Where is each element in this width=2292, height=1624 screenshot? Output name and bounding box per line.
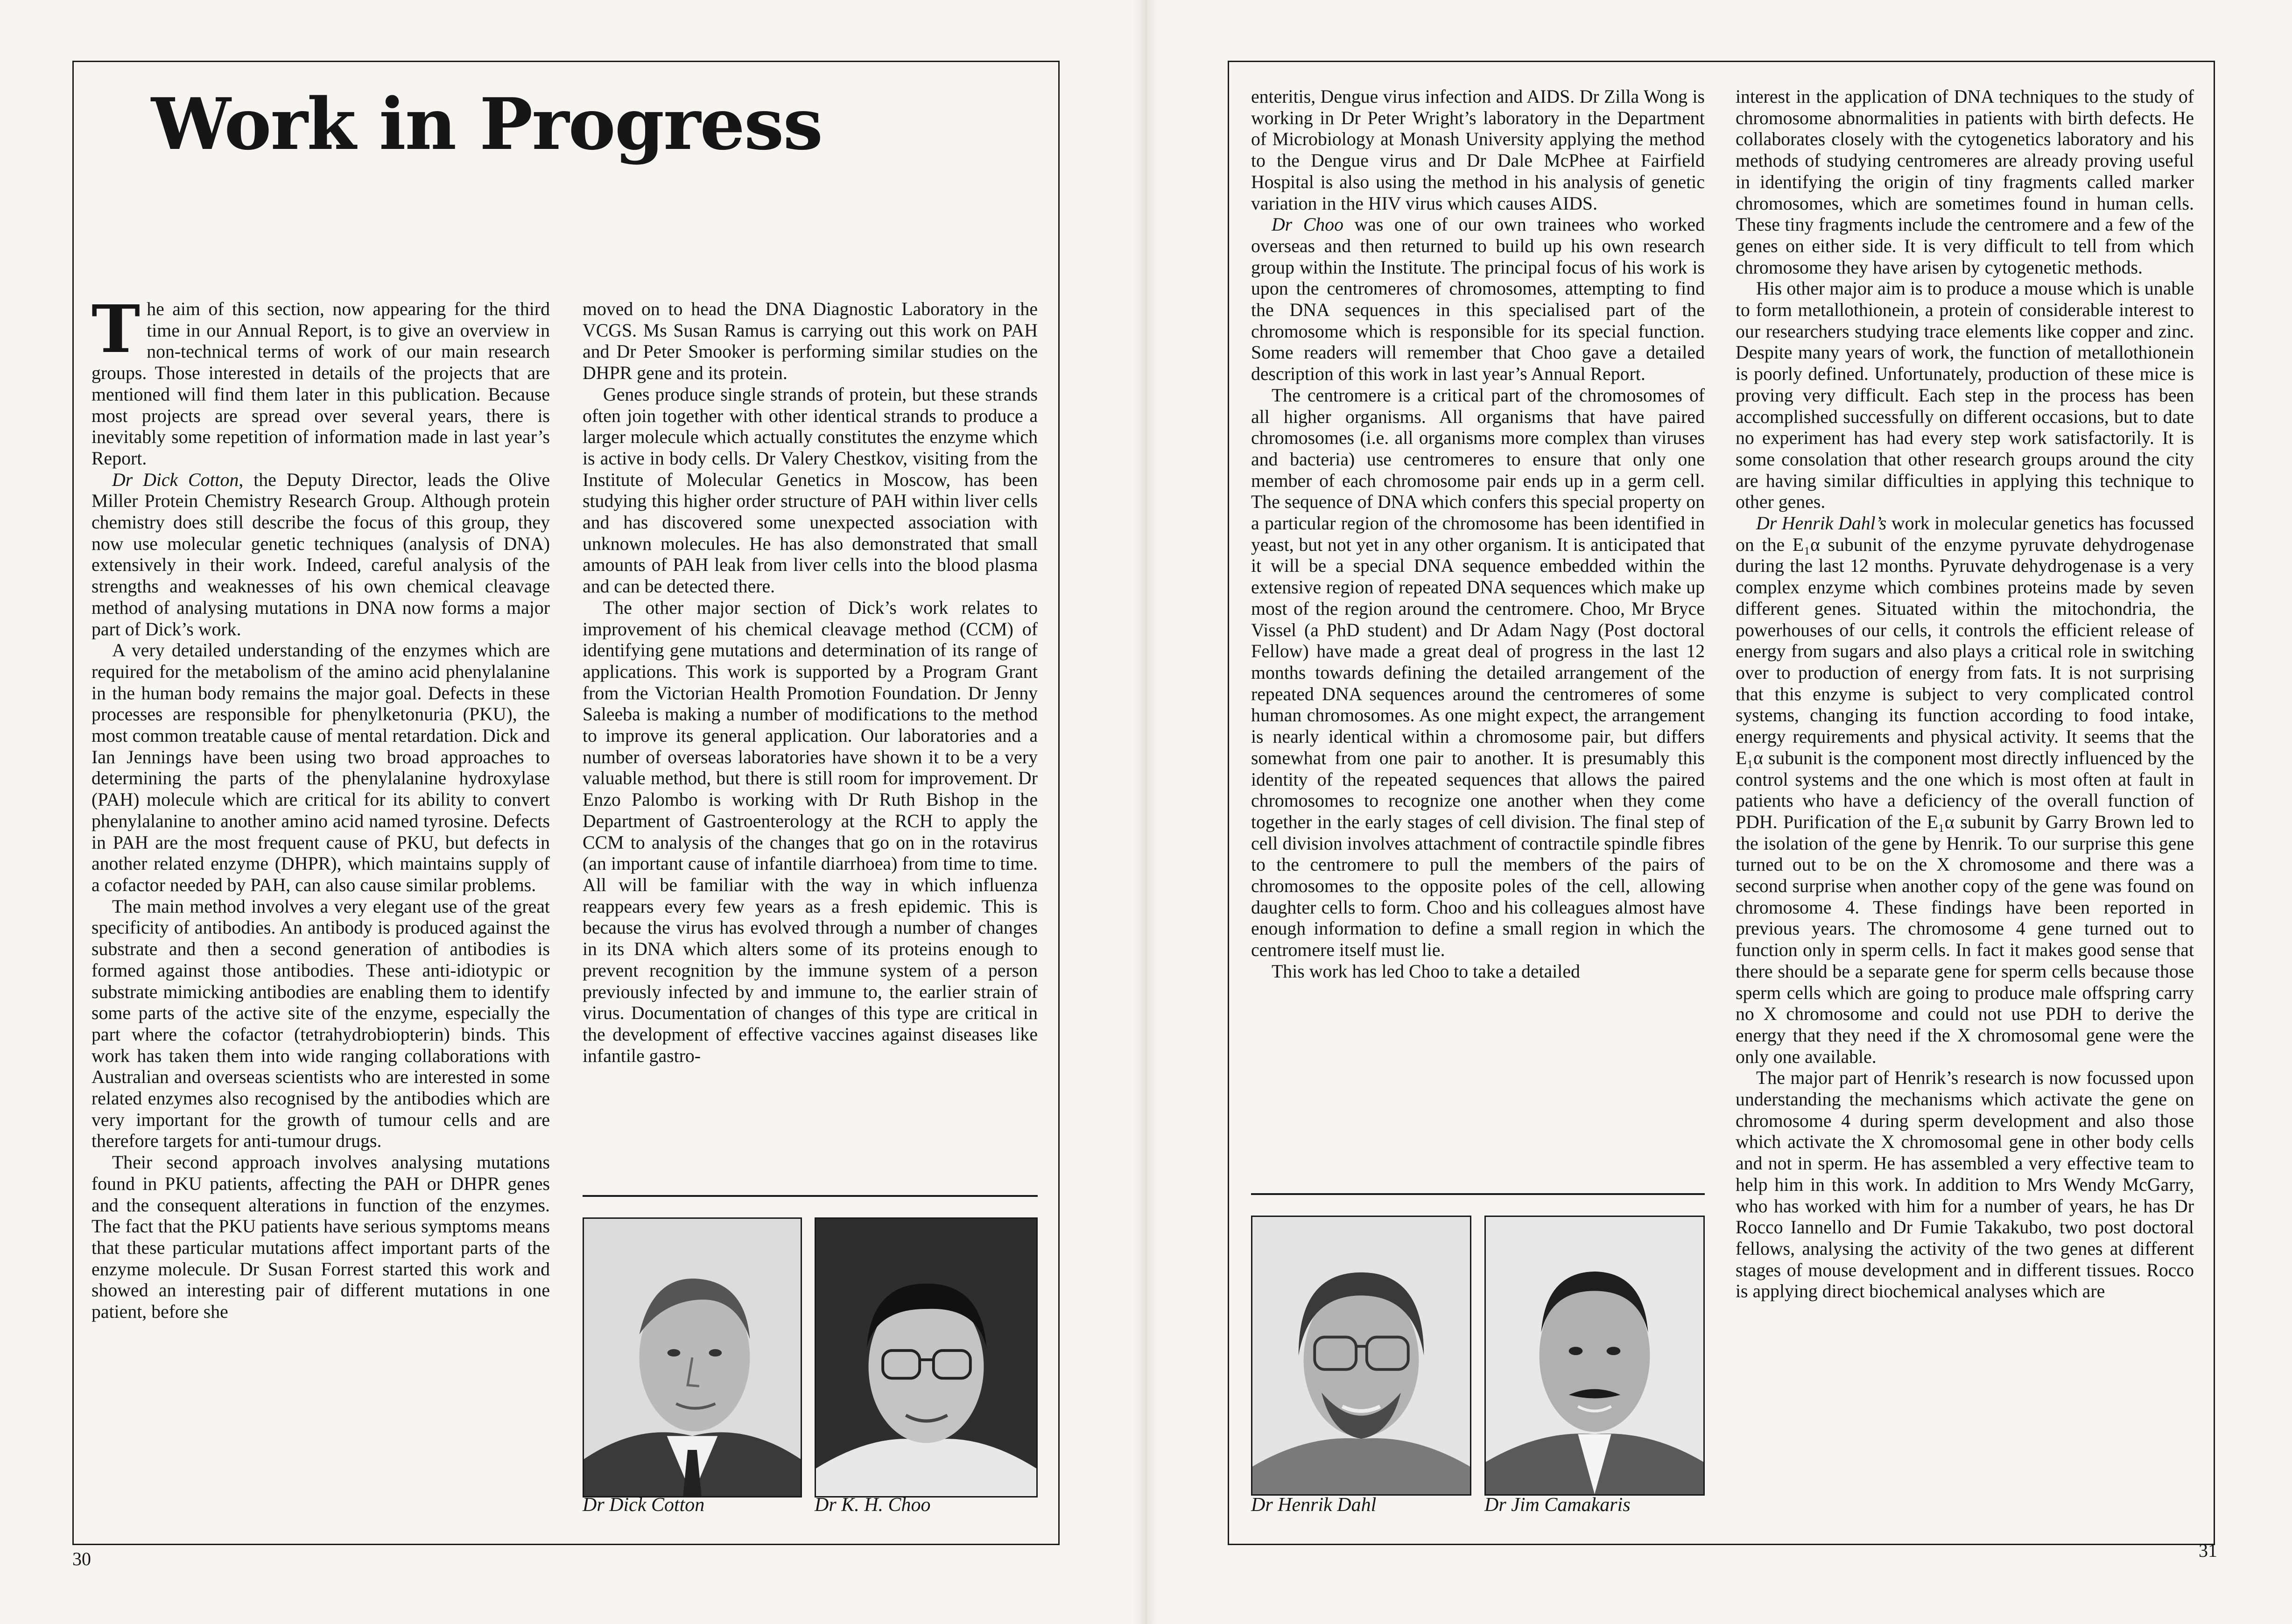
body-paragraph: Genes produce single strands of protein, but these strands often join together with other identical strands to produce a larger molecule which actually constitutes the enzyme which is active in body cells. Dr Valery Chestkov, visiting from the Institute of Molecular Genetics in Moscow, has been studying this higher order structure of PAH within liver cells and has discovered some unexpected association with unknown molecules. He has also demonstrated that small amounts of PAH leak from liver cells into the blood plasma and can be detected there.	[583, 384, 1038, 597]
person-name: Dr Dick Cotton	[112, 469, 239, 490]
caption-kh-choo: Dr K. H. Choo	[815, 1494, 931, 1516]
page-number-right: 31	[2199, 1540, 2217, 1561]
body-paragraph: The aim of this section, now appearing for the third time in our Annual Report, is to give an overview in non-technical terms of work of our main research groups. Those interested in details of the projects that are mentioned will find them later in this publication. Because most projects are spread over several years, there is inevitably some repetition of information made in last year’s Report.	[91, 299, 550, 469]
right-photo-rule	[1251, 1193, 1705, 1195]
photo-dick-cotton	[583, 1217, 802, 1497]
body-paragraph: The main method involves a very elegant use of the great specificity of antibodies. An antibody is produced against the substrate and then a second generation of antibodies is formed against those antibodies. These anti-idiotypic or substrate mimicking antibodies are enabling them to identify some parts of the active site of the enzyme, especially the part where the cofactor (tetrahydrobiopterin) binds. This work has taken them into wide ranging collaborations with Australian and overseas scientists who are interested in some related enzymes also recognised by the antibodies which are very important for the growth of tumour cells and are therefore targets for anti-tumour drugs.	[91, 896, 550, 1152]
body-paragraph: The other major section of Dick’s work relates to improvement of his chemical cleavage method (CCM) of identifying gene mutations and determination of its range of applications. This work is supported by a Program Grant from the Victorian Health Promotion Foundation. Dr Jenny Saleeba is making a number of modifications to the method to improve its general application. Our laboratories and a number of overseas laboratories have shown it to be a very valuable method, but there is still room for improvement. Dr Enzo Palombo is working with Dr Ruth Bishop in the Department of Gastroenterology at the RCH to apply the CCM to analysis of the changes that go on in the rotavirus (an important cause of infantile diarrhoea) from time to time. All will be familiar with the way in which influenza reappears every few years as a fresh epidemic. This is because the virus has evolved through a number of changes in its DNA which alters some of its proteins enough to prevent recognition by the immune system of a person previously infected by and immune to, the earlier strain of virus. Documentation of changes of this type are critical in the development of effective vaccines against diseases like infantile gastro-	[583, 597, 1038, 1066]
photo-henrik-dahl	[1251, 1216, 1471, 1496]
person-name: Dr Henrik Dahl’s	[1756, 513, 1887, 534]
left-photo-rule	[583, 1195, 1038, 1197]
body-paragraph: Dr Henrik Dahl’s work in molecular genetics has focussed on the E₁α subunit of the enzyme pyruvate dehydrogenase during the last 12 months. Pyruvate dehydrogenase is a very complex enzyme which combines proteins made by seven different genes. Situated within the mitochondria, the powerhouses of our cells, it controls the efficient release of energy from sugars and also plays a critical role in switching over to production of energy from fats. It is not surprising that this enzyme is subject to very complicated control systems, changing its function according to food intake, energy requirements and physical activity. It seems that the E₁α subunit is the component most directly influenced by the control systems and the one which is most often at fault in patients who have a deficiency of the overall function of PDH. Purification of the E₁α subunit by Garry Brown led to the isolation of the gene by Henrik. To our surprise this gene turned out to be on the X chromosome and there was a second surprise when another copy of the gene was found on chromosome 4. These findings have been reported in previous years. The chromosome 4 gene turned out to function only in sperm cells. In fact it makes good sense that there should be a separate gene for sperm cells because those sperm cells which are going to produce male offspring carry no X chromosome and could not use PDH to derive the energy that they need if the X chromosomal gene were the only one available.	[1736, 513, 2194, 1067]
caption-dick-cotton: Dr Dick Cotton	[583, 1494, 705, 1516]
person-name: Dr Choo	[1272, 214, 1343, 235]
left-column-2	[583, 299, 1038, 1202]
right-column-1	[1251, 86, 1705, 1181]
left-column-1	[91, 299, 550, 1522]
body-paragraph: The centromere is a critical part of the chromosomes of all higher organisms. All organisms that have paired chromosomes (i.e. all organisms more complex than viruses and bacteria) use centromeres to ensure that only one member of each chromosome pair ends up in a germ cell. The sequence of DNA which confers this special property on a particular region of the chromosome has been identified in yeast, but not yet in any other organism. It is anticipated that it will be a special DNA sequence embedded within the extensive region of repeated DNA sequences which make up most of the region around the centromere. Choo, Mr Bryce Vissel (a PhD student) and Dr Adam Nagy (Post doctoral Fellow) have made a great deal of progress in the last 12 months towards defining the detailed arrangement of the repeated DNA sequences around the centromeres of some human chromosomes. As one might expect, the arrangement is nearly identical within a chromosome pair, but differs somewhat from one pair to another. It is presumably this identity of the repeated sequences that allows the paired chromosomes to recognize one another when they come together in the early stages of cell division. The final step of cell division involves attachment of contractile spindle fibres to the centromere to pull the members of the pairs of chromosomes to the opposite poles of the cell, allowing daughter cells to form. Choo and his colleagues almost have enough information to define a small region in which the centromere itself must lie.	[1251, 385, 1705, 961]
photo-kh-choo	[815, 1217, 1038, 1497]
body-paragraph: Dr Dick Cotton, the Deputy Director, leads the Olive Miller Protein Chemistry Research Group. Although protein chemistry does still describe the focus of this group, they now use molecular genetic techniques (analysis of DNA) extensively in their work. Indeed, careful analysis of the strengths and weaknesses of his own chemical cleavage method of analysing mutations in DNA now forms a major part of Dick’s work.	[91, 469, 550, 640]
body-paragraph: moved on to head the DNA Diagnostic Laboratory in the VCGS. Ms Susan Ramus is carrying out this work on PAH and Dr Peter Smooker is performing similar studies on the DHPR gene and its protein.	[583, 299, 1038, 384]
drop-cap: T	[91, 299, 141, 368]
caption-henrik-dahl: Dr Henrik Dahl	[1251, 1494, 1377, 1516]
body-paragraph: This work has led Choo to take a detailed	[1272, 961, 1580, 982]
body-paragraph: Their second approach involves analysing mutations found in PKU patients, affecting the PAH or DHPR genes and the consequent alterations in function of the enzymes. The fact that the PKU patients have serious symptoms means that these particular mutations affect important parts of the enzyme molecule. Dr Susan Forrest started this work and showed an interesting pair of different mutations in one patient, before she	[91, 1152, 550, 1322]
body-paragraph: His other major aim is to produce a mouse which is unable to form metallothionein, a protein of considerable interest to our researchers studying trace elements like copper and zinc. Despite many years of work, the function of metallothionein is poorly defined. Unfortunately, production of these mice is proving very difficult. Each step in the process has been accomplished successfully on different occasions, but to date no experiment has had every step work satisfactorily. It is some consolation that other research groups around the city are having similar difficulties in applying this technique to other genes.	[1736, 278, 2194, 513]
body-paragraph: The major part of Henrik’s research is now focussed upon understanding the mechanisms which activate the gene on chromosome 4 during sperm development and also those which activate the X chromosomal gene in other body cells and not in sperm. He has assembled a very effective team to help him in this work. In addition to Mrs Wendy McGarry, who has worked with him for a number of years, he has Dr Rocco Iannello and Dr Fumie Takakubo, two post doctoral fellows, analysing the activity of the two genes at different stages of mouse development and in different tissues. Rocco is applying direct biochemical analyses which are	[1736, 1068, 2194, 1302]
page-number-left: 30	[72, 1548, 91, 1569]
body-paragraph: A very detailed understanding of the enzymes which are required for the metabolism of the amino acid phenylalanine in the human body remains the major goal. Defects in these processes are responsible for phenylketonuria (PKU), the most common treatable cause of mental retardation. Dick and Ian Jennings have been using two broad approaches to determining the parts of the phenylalanine hydroxylase (PAH) molecule which are critical for its ability to convert phenylalanine to another amino acid named tyrosine. Defects in PAH are the most frequent cause of PKU, but defects in another related enzyme (DHPR), which maintains supply of a cofactor needed by PAH, can also cause similar problems.	[91, 640, 550, 895]
photo-jim-camakaris	[1484, 1216, 1705, 1496]
body-paragraph: Dr Choo was one of our own trainees who worked overseas and then returned to build up his own research group within the Institute. The principal focus of his work is upon the centromeres of chromosomes, attempting to find the DNA sequences in this specialised part of the chromosome which is responsible for its special function. Some readers will remember that Choo gave a detailed description of this work in last year’s Annual Report.	[1251, 214, 1705, 385]
right-column-2	[1736, 86, 2194, 1524]
caption-jim-camakaris: Dr Jim Camakaris	[1484, 1494, 1631, 1516]
body-paragraph: interest in the application of DNA techniques to the study of chromosome abnormalities in patients with birth defects. He collaborates closely with the cytogenetics laboratory and his methods of studying centromeres are already proving useful in identifying the origin of tiny fragments called marker chromosomes, which are sometimes found in human cells. These tiny fragments include the centromere and a few of the genes on either side. It is very difficult to tell from which chromosome they have arisen by cytogenetic methods.	[1736, 86, 2194, 278]
page-title: Work in Progress	[151, 82, 823, 166]
page-gutter	[1134, 0, 1158, 1624]
body-paragraph: enteritis, Dengue virus infection and AIDS. Dr Zilla Wong is working in Dr Peter Wright’s laboratory in the Department of Microbiology at Monash University applying the method to the Dengue virus and Dr Dale McPhee at Fairfield Hospital is also using the method in his analysis of genetic variation in the HIV virus which causes AIDS.	[1251, 86, 1705, 214]
